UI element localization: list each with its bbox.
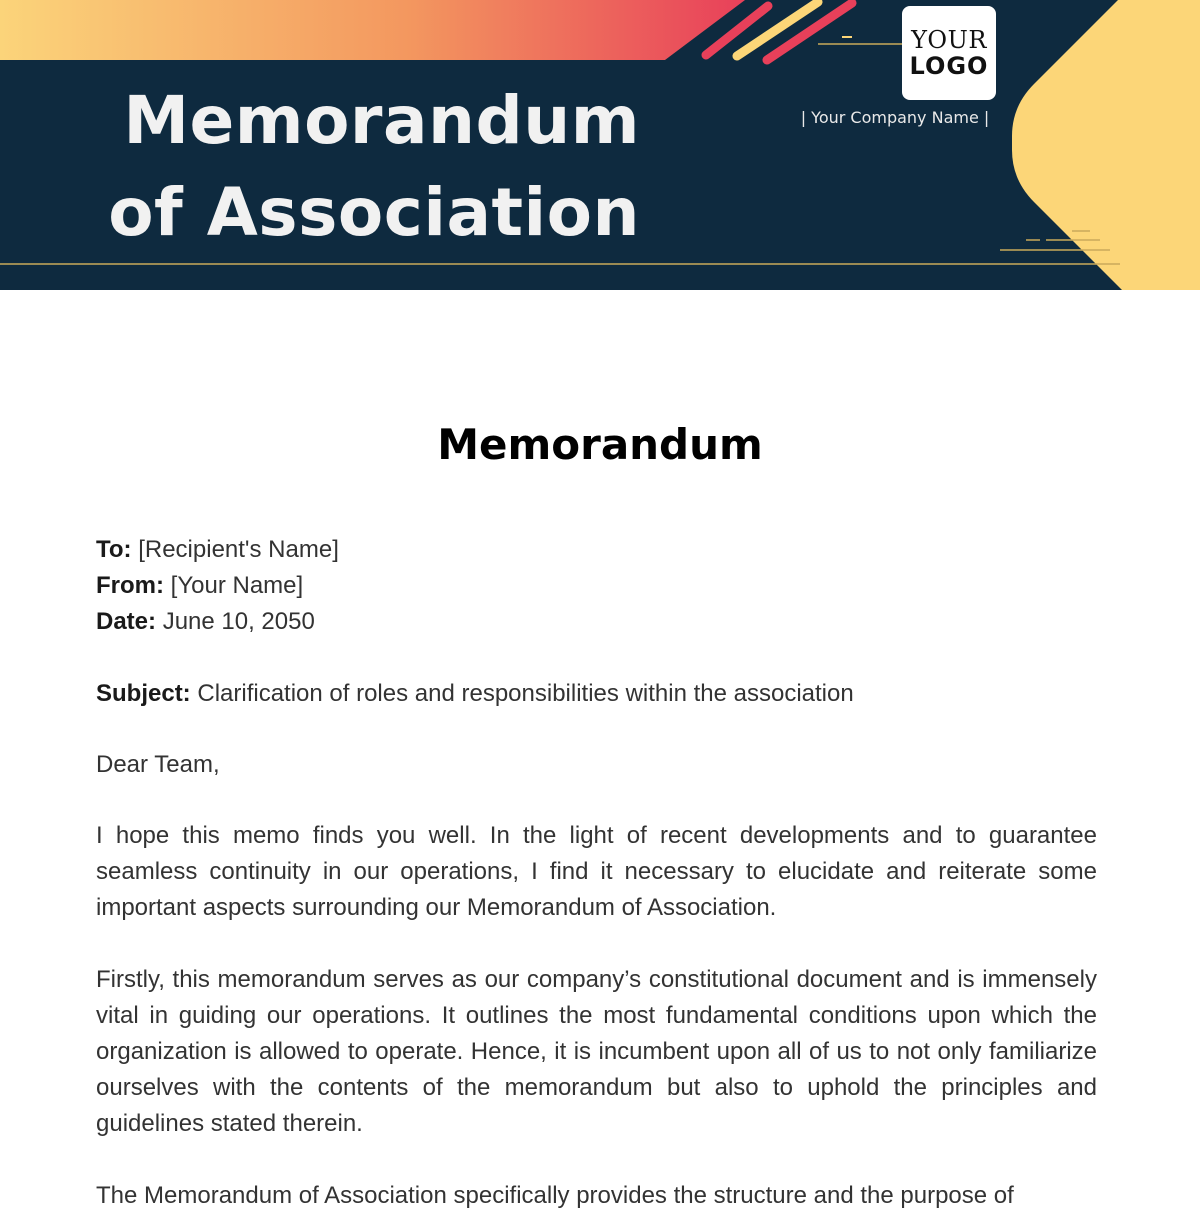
- date-value: June 10, 2050: [162, 608, 315, 636]
- banner-title-line-1: Memorandum: [123, 82, 640, 159]
- paragraph-2: Firstly, this memorandum serves as our company’s constitutional document and is immensely vital in guiding our operations. It outlines the most fundamental conditions upon which the organization is allowed to operate. Hence, it is incumbent upon all of us to not only familiarize ourselves with the contents of the memorandum but also to uphold the principles and guidelines stated therein.: [96, 965, 1097, 1138]
- to-label: To:: [96, 536, 132, 563]
- subject-label: Subject:: [96, 679, 191, 707]
- paragraph-3: The Memorandum of Association specifically provides the structure and the purpose of: [96, 1181, 1014, 1209]
- company-logo: [902, 6, 996, 100]
- from-line: [96, 568, 1097, 604]
- logo-text-your: YOUR: [911, 26, 987, 54]
- subject-line: [96, 676, 1097, 712]
- from-value: [Your Name]: [170, 572, 304, 600]
- paragraph-1: I hope this memo finds you well. In the light of recent developments and to guarantee seamless continuity in our operations, I find it necessary to elucidate and reiterate some important aspects surrounding our Memorandum of Association.: [96, 822, 1097, 922]
- logo-text-logo: LOGO: [909, 52, 989, 80]
- date-label: Date:: [96, 608, 157, 636]
- greeting: Dear Team,: [96, 750, 220, 778]
- to-value: [Recipient's Name]: [138, 536, 339, 563]
- top-gradient-stripe: [0, 0, 745, 60]
- from-label: From:: [96, 572, 164, 600]
- subject-value: Clarification of roles and responsibilities within the association: [197, 679, 854, 707]
- header-banner: [0, 0, 1200, 290]
- banner-title-line-2: of Association: [108, 174, 640, 251]
- memo-body: [96, 532, 1097, 1214]
- memo-title: Memorandum: [437, 420, 763, 469]
- date-line: [96, 604, 1097, 640]
- to-line: [96, 532, 1097, 568]
- company-name: | Your Company Name |: [800, 108, 990, 127]
